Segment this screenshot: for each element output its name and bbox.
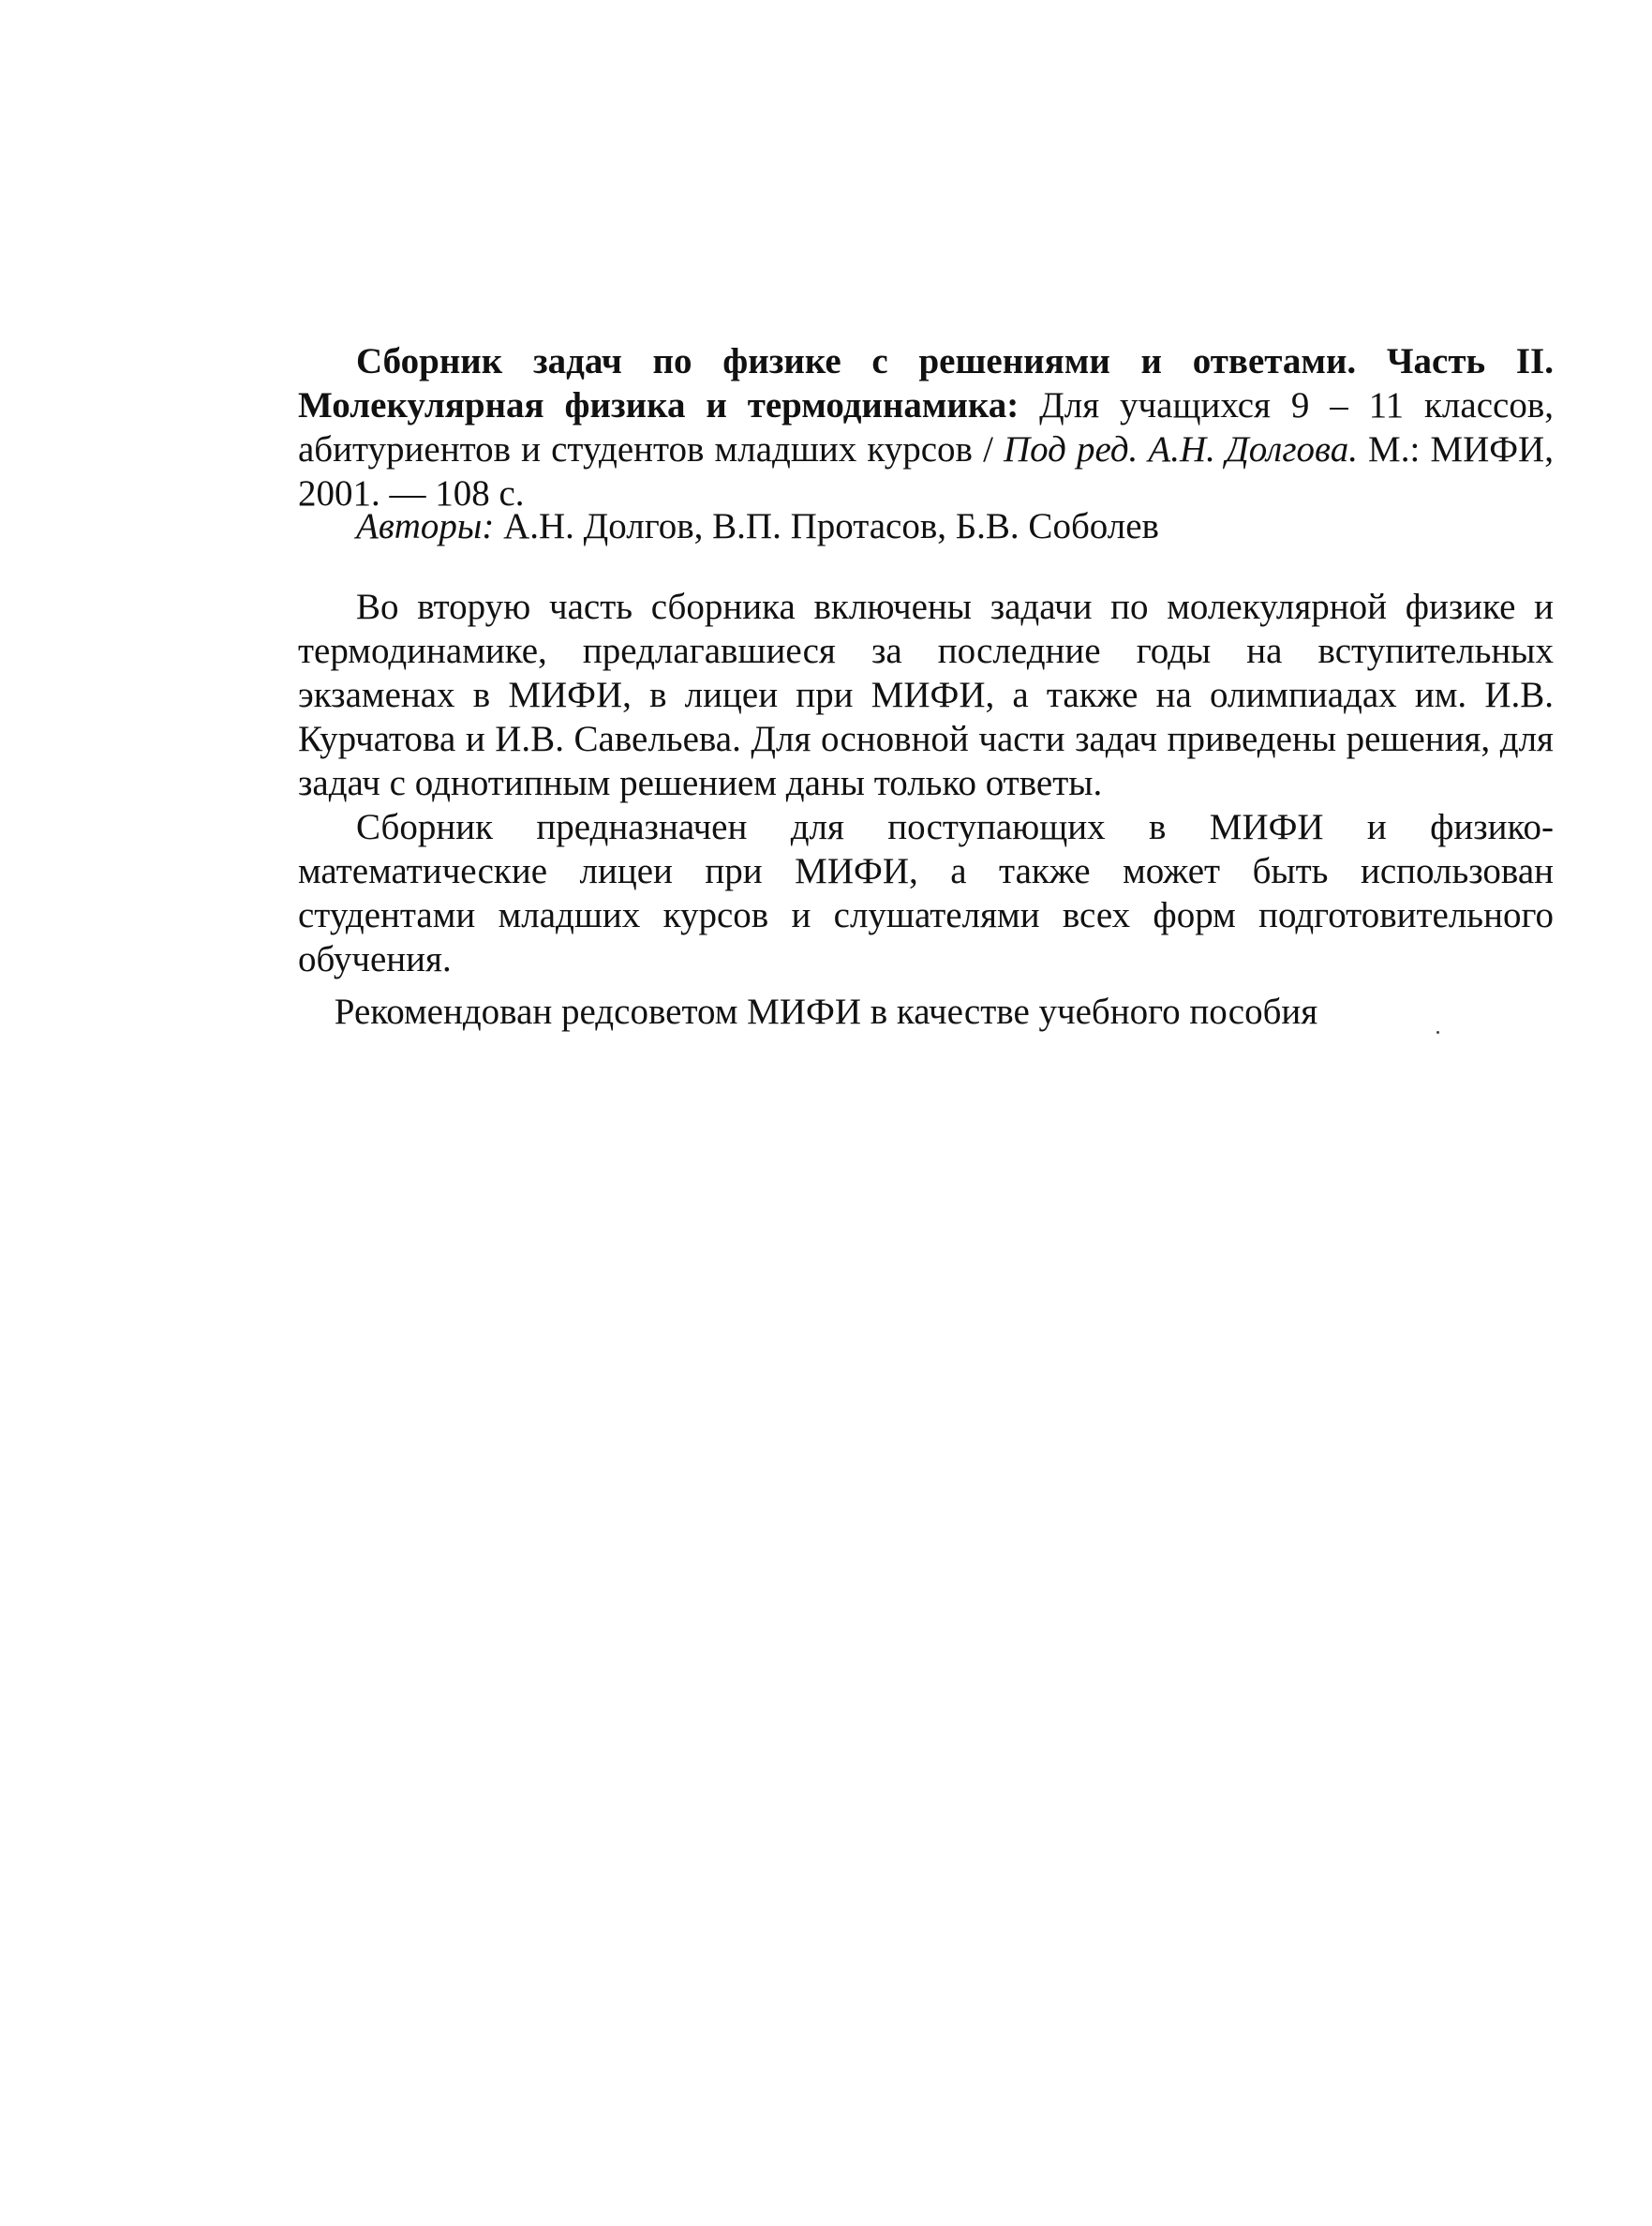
book-title: Сборник задач по физике с решениями и ответами. Часть II. Молекулярная физика и термодинамика:	[298, 341, 1554, 426]
book-audience: Для учащихся 9 – 11 классов, абитуриентов и студентов младших курсов /	[298, 385, 1554, 470]
authors-line	[298, 504, 1554, 548]
scan-speck	[1436, 1031, 1439, 1034]
bibliographic-entry	[298, 339, 1554, 515]
recommendation-note: Рекомендован редсоветом МИФИ в качестве учебного пособия	[334, 992, 1318, 1032]
book-publication: М.: МИФИ, 2001. — 108 с.	[298, 429, 1554, 514]
authors-label: Авторы:	[356, 506, 495, 546]
book-editor: Под ред. А.Н. Долгова.	[1004, 429, 1358, 470]
authors-names: А.Н. Долгов, В.П. Протасов, Б.В. Соболев	[494, 506, 1159, 546]
abstract	[298, 585, 1554, 981]
abstract-paragraph-1: Во вторую часть сборника включены задачи по молекулярной физике и термодинамике, предлагавшиеся за последние годы на вступительных экзаменах в МИФИ, в лицеи при МИФИ, а также на олимпиадах им. И.В. Курчатова и И.В. Савельева. Для основной части задач приведены решения, для задач с однотипным решением даны только ответы.	[298, 587, 1554, 803]
abstract-paragraph-2: Сборник предназначен для поступающих в МИФИ и физико-математические лицеи при МИФИ, а также может быть использован студентами младших курсов и слушателями всех форм подготовительного обучения.	[298, 807, 1554, 979]
